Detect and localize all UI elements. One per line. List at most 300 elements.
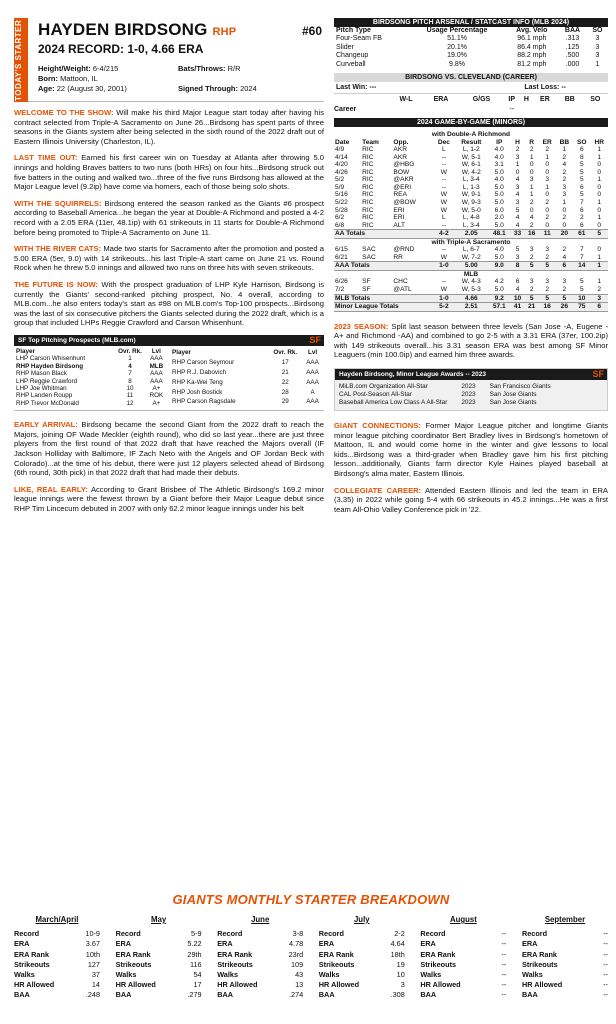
table-cell: 4	[529, 214, 534, 222]
section-label-row	[334, 131, 608, 139]
stat-value: 10th	[85, 949, 100, 959]
table-cell: 2	[529, 198, 534, 206]
column-header: Avg. Velo	[516, 27, 548, 34]
table-cell: RHP Mason Black	[16, 370, 67, 378]
stat-value: 3-8	[292, 929, 304, 939]
table-cell: REA	[393, 191, 407, 199]
stat-label: Strikeouts	[521, 959, 558, 969]
table-row	[16, 400, 166, 407]
stat-label: ERA	[217, 939, 233, 949]
story-paragraph	[14, 244, 324, 273]
table-cell: 2	[579, 214, 584, 222]
table-cell: 1	[545, 183, 550, 191]
table-cell: 8	[510, 262, 524, 271]
totals-row	[334, 303, 608, 312]
stat-label: Record	[14, 929, 40, 939]
table-row	[16, 378, 166, 385]
table-cell: Four-Seam FB	[336, 35, 382, 43]
table-cell: 2	[562, 153, 567, 161]
left-column	[14, 18, 324, 520]
section-label: with Triple-A Sacramento	[431, 238, 511, 246]
table-cell: 2	[545, 285, 550, 293]
table-cell: 1	[562, 146, 567, 154]
table-cell: 1	[597, 198, 602, 206]
table-cell: --	[441, 278, 447, 286]
table-cell: 61	[573, 230, 590, 239]
player-header	[14, 18, 324, 102]
table-cell: 28	[281, 388, 289, 396]
table-cell: 7	[128, 370, 132, 378]
last-loss: Last Loss: --	[524, 84, 566, 92]
table-cell	[390, 105, 423, 116]
column-header: Team	[362, 138, 379, 146]
table-cell: 4.0	[494, 176, 504, 184]
table-cell: AAA	[150, 377, 163, 385]
paragraph-heading: EARLY ARRIVAL:	[14, 420, 78, 430]
table-cell	[460, 105, 504, 116]
table-cell: San Francisco Giants	[489, 382, 551, 390]
stat-value: --	[603, 929, 608, 939]
table-cell: 5.0	[494, 168, 504, 176]
month-column	[319, 915, 405, 1001]
table-cell: RHP Josh Bostick	[172, 388, 223, 396]
column-header: Lvl	[151, 347, 161, 355]
stat-row	[14, 970, 100, 980]
table-cell: 0	[597, 221, 602, 229]
table-cell: RIC	[362, 214, 374, 222]
stat-label: HR Allowed	[420, 980, 461, 990]
stat-row	[522, 929, 608, 939]
stat-value: 4.64	[390, 939, 405, 949]
stat-label: ERA Rank	[521, 949, 557, 959]
table-row	[339, 391, 565, 399]
table-row	[334, 105, 608, 116]
table-cell: 8	[128, 377, 132, 385]
giants-logo-icon: SF	[592, 368, 604, 379]
table-cell: 2	[529, 221, 534, 229]
table-cell: 14	[573, 262, 590, 271]
stat-label: ERA	[115, 939, 131, 949]
table-cell: 3	[562, 183, 567, 191]
stat-row	[116, 990, 202, 1000]
paragraph-text: Earned his first career win on Tuesday at Atlanta after throwing 5.0 innings and holding Braves batters to two runs (both HRs) on four hits...Birdsong struck out five batters in the outing and walked two...three of the five runs Birdsong has allowed at the Major League level (9.2ip) have come via homers, each of those being solo shots.	[14, 153, 324, 192]
table-cell: 2	[545, 214, 550, 222]
table-cell: L, 4-8	[462, 214, 480, 222]
table-cell: CAL Post-Season All-Star	[339, 390, 412, 398]
table-cell: Baseball America Low Class A All-Star	[339, 398, 448, 406]
table-cell: 1	[529, 183, 534, 191]
table-cell: W	[440, 206, 447, 214]
table-cell: 6	[579, 221, 584, 229]
table-cell: W	[440, 191, 447, 199]
stat-row	[116, 980, 202, 990]
table-cell: 2.51	[455, 303, 489, 312]
table-cell: 0	[545, 206, 550, 214]
table-cell: 26	[556, 303, 573, 312]
table-cell: 3	[515, 153, 520, 161]
table-cell: 2	[562, 246, 567, 254]
table-cell: 1	[597, 278, 602, 286]
table-cell: L	[442, 146, 446, 154]
stat-label: BAA	[217, 990, 233, 1000]
paragraph-heading: GIANT CONNECTIONS:	[334, 420, 421, 430]
table-cell: 6.0	[494, 206, 504, 214]
table-cell: @AKR	[393, 176, 414, 184]
stat-value: 37	[91, 970, 100, 980]
stat-row	[14, 939, 100, 949]
table-cell: 5	[539, 294, 556, 303]
table-cell: 5	[579, 176, 584, 184]
stat-label: Walks	[318, 970, 340, 980]
stat-value: 18th	[390, 949, 405, 959]
table-cell: 0	[597, 161, 602, 169]
stat-row	[217, 929, 303, 939]
table-cell: 4.0	[494, 146, 504, 154]
table-cell: 4.66	[455, 294, 489, 303]
month-heading: September	[544, 915, 586, 924]
table-cell: 2	[529, 146, 534, 154]
table-cell: 0	[529, 168, 534, 176]
stat-label: ERA	[420, 939, 436, 949]
table-row	[172, 358, 322, 368]
table-cell: RHP Carson Seymour	[172, 358, 235, 366]
table-cell: W, 5-1	[461, 153, 481, 161]
table-cell: 5	[579, 278, 584, 286]
stat-label: ERA Rank	[14, 949, 50, 959]
totals-label: Minor League Totals	[334, 303, 433, 312]
table-cell: BOW	[393, 168, 410, 176]
stat-row	[217, 980, 303, 990]
table-cell: 3	[562, 278, 567, 286]
table-cell: 5.0	[494, 198, 504, 206]
stat-row	[14, 990, 100, 1000]
table-cell: 16	[539, 303, 556, 312]
table-cell: 2023	[461, 390, 476, 398]
table-cell: 7	[579, 198, 584, 206]
table-cell: RIC	[362, 161, 374, 169]
table-cell: 0	[515, 168, 520, 176]
column-header: SO	[577, 138, 587, 146]
stat-label: Strikeouts	[14, 959, 50, 969]
minor-league-awards-box: Hayden Birdsong, Minor League Awards -- 2023 SF MiLB.com Organization All-Star 2023 San Francisco Giants CAL Post-Season All-Star 2023 San Jose Giants Baseball America Low Class A All-Star 2023 San Jose Giants	[334, 368, 608, 411]
stat-label: BAA	[115, 990, 132, 1000]
table-row	[334, 169, 608, 177]
table-cell: 10	[510, 294, 524, 303]
todays-starter-tag: TODAY'S STARTER	[14, 18, 28, 102]
table-cell: RHP Trevor McDonald	[16, 399, 79, 407]
totals-row	[334, 230, 608, 239]
table-cell: 2	[529, 285, 534, 293]
table-cell: 3	[529, 176, 534, 184]
table-cell	[422, 105, 459, 116]
month-column	[14, 915, 100, 1001]
table-cell: A	[310, 388, 315, 396]
table-row	[334, 52, 608, 60]
table-cell: .000	[565, 60, 580, 68]
table-cell: 5	[539, 262, 556, 271]
table-cell: 6/8	[335, 221, 345, 229]
column-header: W-L	[399, 96, 413, 104]
table-cell: 5.0	[494, 221, 504, 229]
table-cell: RIC	[362, 176, 374, 184]
table-row	[16, 392, 166, 399]
stat-value: --	[603, 939, 608, 949]
table-cell: 5	[579, 168, 584, 176]
table-cell: 2	[562, 214, 567, 222]
month-column	[217, 915, 303, 1001]
stat-label: BAA	[420, 990, 437, 1000]
table-cell: AAA	[150, 370, 163, 378]
table-cell: SAC	[362, 246, 376, 254]
table-cell: W, 9-1	[461, 191, 481, 199]
table-cell: 0	[597, 183, 602, 191]
table-cell: 6/2	[335, 214, 345, 222]
paragraph-text: Birdsong became the second Giant from the 2022 draft to reach the Majors, joining OF Wade Meckler (eighth round), who did so last year...there are just three players from the first round of that 2022 draft that have reached the Majors overall (IF Jackson Holliday with Baltimore, IF Zach Neto with the Angels and OF Jordan Beck with Colorado)...at the time of his debut, there were just 12 players selected ahead of Birdsong (6th round, 30th pick) in that 2022 draft that had made their debuts.	[14, 420, 324, 478]
season-2023-paragraph: 2023 SEASON: Split last season between three levels (San Jose -A, Eugene - A+ and Richmond -AA) and combined to go 2-5 with a 3.31 ERA (37er, 100.2ip) with 149 strikeouts overall...his 3.31 season ERA was best among SF Minor Leaguers (min 100.0ip) and earned him three awards.	[334, 321, 608, 360]
stat-label: Strikeouts	[420, 959, 457, 969]
table-cell: 2	[562, 285, 567, 293]
totals-row	[334, 294, 608, 303]
table-cell: 3	[591, 294, 609, 303]
table-cell: 20	[556, 230, 573, 239]
table-cell: W, 5-3	[461, 285, 481, 293]
column-header: HR	[594, 138, 605, 146]
table-cell: 4	[562, 161, 567, 169]
stat-label: BAA	[14, 990, 30, 1000]
table-cell: 0	[545, 168, 550, 176]
table-cell: 1	[597, 146, 602, 154]
stat-label: BAA	[521, 990, 538, 1000]
stat-row	[116, 970, 202, 980]
table-cell: RR	[393, 253, 403, 261]
table-cell: 0	[597, 168, 602, 176]
table-cell: 4	[515, 214, 520, 222]
table-cell: 4	[128, 362, 132, 370]
table-cell: W	[440, 198, 447, 206]
stat-row	[217, 960, 303, 970]
column-header: H	[523, 96, 529, 104]
table-cell: 4/26	[335, 168, 348, 176]
table-cell: 1-0	[433, 294, 454, 303]
table-cell: RIC	[362, 183, 374, 191]
table-cell: 0	[545, 221, 550, 229]
column-header: G/GS	[472, 96, 491, 104]
stat-row	[116, 950, 202, 960]
stat-value: --	[501, 980, 507, 990]
stat-row	[14, 950, 100, 960]
table-cell: 11	[539, 230, 556, 239]
table-cell: AKR	[393, 153, 407, 161]
column-header: SO	[590, 96, 601, 104]
table-cell: 6/26	[335, 278, 348, 286]
table-cell: 12	[126, 399, 134, 407]
table-cell: 0	[545, 161, 550, 169]
table-cell: 6	[556, 262, 573, 271]
stat-row	[319, 929, 405, 939]
table-row	[334, 254, 608, 262]
column-header: Dec	[437, 138, 450, 146]
prospects-title: SF Top Pitching Prospects (MLB.com) SF	[14, 335, 324, 346]
table-cell: AAA	[306, 368, 319, 376]
section-label: with Double-A Richmond	[431, 131, 511, 139]
table-cell: 41	[510, 303, 524, 312]
arsenal-title: BIRDSONG PITCH ARSENAL / STATCAST INFO (MLB 2024)	[334, 18, 608, 27]
month-column	[116, 915, 202, 1001]
stat-value: 10-9	[85, 929, 100, 939]
table-cell: 6/21	[335, 253, 348, 261]
table-cell: 6	[579, 146, 584, 154]
table-cell: 5-2	[433, 303, 454, 312]
table-cell: 3	[529, 278, 534, 286]
season-record: 2024 RECORD: 1-0, 4.66 ERA	[38, 42, 204, 56]
story-paragraph	[14, 199, 324, 237]
table-cell: MiLB.com Organization All-Star	[339, 382, 428, 390]
table-cell: 9.8%	[449, 60, 466, 68]
table-cell: @HBG	[393, 161, 415, 169]
column-header: Player	[16, 347, 35, 355]
table-cell: 4	[515, 176, 520, 184]
stat-row	[319, 960, 405, 970]
paragraph-heading: THE FUTURE IS NOW:	[14, 279, 99, 289]
table-cell	[557, 105, 582, 116]
table-row	[334, 161, 608, 169]
table-cell: W, 4-2	[461, 168, 481, 176]
table-cell: ROK	[149, 392, 164, 400]
table-row	[334, 35, 608, 43]
column-header: Date	[335, 138, 350, 146]
table-cell: --	[441, 221, 447, 229]
table-cell: Changeup	[336, 52, 369, 60]
table-row	[334, 207, 608, 215]
stat-label: ERA	[521, 939, 538, 949]
table-cell: Slider	[336, 43, 354, 51]
table-cell: 0	[529, 161, 534, 169]
stat-label: Record	[217, 929, 243, 939]
table-cell: 7/2	[335, 285, 345, 293]
stat-row	[420, 980, 506, 990]
table-cell: 3	[545, 246, 550, 254]
stat-row	[420, 929, 506, 939]
player-name: HAYDEN BIRDSONG RHP	[38, 20, 237, 39]
pitch-arsenal-table	[334, 27, 608, 69]
table-cell: ALT	[393, 221, 406, 229]
stat-row	[420, 939, 506, 949]
table-cell: 5	[579, 191, 584, 199]
column-header: IP	[496, 138, 503, 146]
column-header: Lvl	[307, 349, 318, 357]
table-cell: 3	[515, 183, 520, 191]
table-cell: L, 3-4	[462, 221, 480, 229]
section-label-row	[334, 238, 608, 246]
table-cell: 6	[579, 183, 584, 191]
stat-value: --	[603, 990, 608, 1000]
totals-label: MLB Totals	[334, 294, 433, 303]
column-header: Usage Percentage	[426, 27, 488, 34]
stat-label: Walks	[521, 970, 543, 980]
stat-label: Strikeouts	[217, 959, 253, 969]
stat-label: Record	[115, 929, 141, 939]
table-cell: 6	[579, 206, 584, 214]
table-row	[334, 246, 608, 254]
table-cell: @BOW	[393, 198, 416, 206]
column-header: ERA	[433, 96, 449, 104]
stat-value: 23rd	[288, 949, 304, 959]
column-header: IP	[508, 96, 516, 104]
table-cell: RHP Hayden Birdsong	[16, 362, 84, 370]
stat-value: --	[501, 929, 507, 939]
table-cell: RIC	[362, 191, 374, 199]
vs-career-table	[334, 94, 608, 116]
stat-label: ERA	[14, 939, 30, 949]
table-row	[339, 383, 565, 391]
story-paragraph	[334, 421, 608, 479]
table-cell: 29	[281, 398, 289, 406]
stat-value: 29th	[187, 949, 202, 959]
stat-value: --	[603, 980, 608, 990]
table-cell: LHP Reggie Crawford	[16, 377, 78, 385]
stat-row	[14, 960, 100, 970]
stat-label: ERA Rank	[318, 949, 354, 959]
table-cell: --	[441, 161, 447, 169]
table-row	[172, 397, 322, 407]
stat-label: Walks	[420, 970, 442, 980]
stat-label: Record	[521, 929, 548, 939]
table-cell: 3	[562, 191, 567, 199]
table-row	[16, 370, 166, 377]
month-heading: June	[251, 915, 270, 924]
table-cell: LHP Carson Whisenhunt	[16, 355, 86, 363]
stat-value: 13	[295, 980, 304, 990]
table-row	[334, 278, 608, 286]
table-cell: 1	[545, 153, 550, 161]
stat-label: Walks	[217, 970, 239, 980]
stat-row	[522, 990, 608, 1000]
story-paragraph	[334, 486, 608, 515]
table-cell: 2023	[461, 382, 476, 390]
paragraph-text: Former Major League pitcher and longtime Giants minor league pitching coordinator Bert Bradley lives in Birdsong's hometown of Mattoon, IL and would come home in the winter and give lessons to local kids...Birdsong was a third-grader when Bradley gave him his first pitching lesson...additionally, Giants farm director Kyle Haines played baseball at Birdsong's alma mater, Eastern Illinois.	[334, 420, 608, 478]
table-cell: 1	[128, 355, 132, 363]
table-row	[334, 61, 608, 69]
prospects-right-table	[172, 348, 322, 407]
table-cell: 3.1	[494, 161, 504, 169]
stat-row	[319, 939, 405, 949]
table-cell: 0	[545, 191, 550, 199]
month-heading: July	[353, 915, 370, 924]
column-header: ER	[540, 96, 550, 104]
table-cell: 1	[515, 161, 520, 169]
month-column	[420, 915, 506, 1001]
table-cell: SAC	[362, 253, 376, 261]
table-cell: 96.1 mph	[517, 35, 547, 43]
table-cell: W, 7-2	[461, 253, 481, 261]
column-header: H	[515, 138, 520, 146]
table-cell: 11	[126, 392, 134, 400]
stat-label: ERA	[318, 939, 335, 949]
table-row	[334, 154, 608, 162]
table-cell: 81.2 mph	[517, 60, 547, 68]
table-cell: 17	[281, 358, 289, 366]
table-row	[334, 222, 608, 230]
table-cell: @RND	[393, 246, 415, 254]
table-row	[334, 44, 608, 52]
table-cell: 2.0	[494, 214, 504, 222]
month-heading: March/April	[35, 915, 79, 924]
table-cell: A+	[152, 384, 161, 392]
table-cell: 3	[595, 35, 600, 43]
stat-row	[14, 929, 100, 939]
paragraph-text: According to Grant Brisbee of The Athletic Birdsong's 169.2 minor league innings were the fewest thrown by a Giant before their Major League debut since RHP Tim Lincecum debuted in 2007 with only 62.2 minor league innings under his belt	[14, 484, 324, 513]
stat-value: 5-9	[191, 929, 202, 939]
